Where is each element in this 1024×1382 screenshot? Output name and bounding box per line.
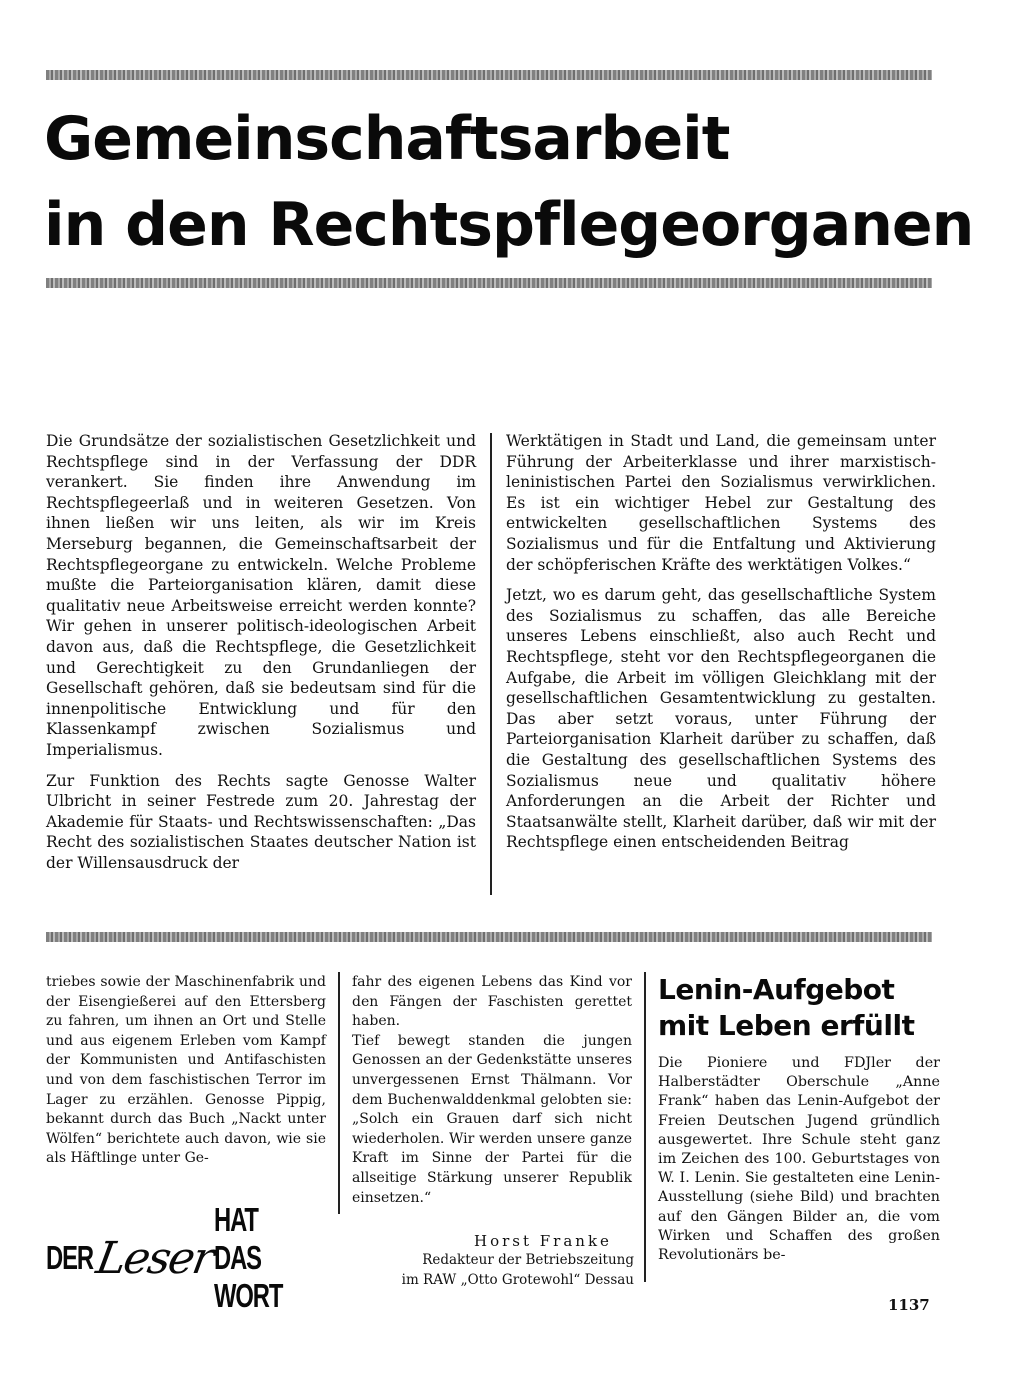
letter-column-1 bbox=[46, 973, 326, 1169]
sidebar-title-line: Lenin-Aufgebot bbox=[658, 973, 895, 1006]
letter-paragraph: fahr des eigenen Lebens das Kind vor den Fängen der Faschisten gerettet haben. bbox=[352, 974, 632, 1030]
column-divider bbox=[338, 972, 340, 1214]
headline bbox=[44, 96, 974, 268]
logo-script-word: Leser bbox=[92, 1232, 217, 1284]
sidebar-body bbox=[658, 1054, 940, 1265]
article-paragraph: Die Grundsätze der sozialistischen Gesetzlichkeit und Rechtspflege sind in der Verfassung der DDR verankert. Sie finden ihre Anwendung im Rechtspflegeerlaß und in weiteren Gesetzen. Von ihnen ließen wir uns leiten, als wir im Kreis Merseburg begannen, die Gemeinschaftsarbeit der Rechtspflegeorgane zu entwickeln. Welche Probleme mußte die Parteiorganisation klären, damit diese qualitativ neue Arbeitsweise erreicht werden konnte? Wir gehen in unserer politisch-ideologischen Arbeit davon aus, daß die Rechtspflege, die Gesetzlichkeit und Gerechtigkeit zu den Grundanliegen der Gesellschaft gehören, daß sie bedeutsam sind für die innenpolitische Entwicklung und für den Klassenkampf zwischen Sozialismus und Imperialismus. bbox=[46, 432, 476, 759]
article-paragraph: Werktätigen in Stadt und Land, die gemeinsam unter Führung der Arbeiterklasse und ihrer marxistisch-leninistischen Partei den Sozialismus verwirklichen. Es ist ein wichtiger Hebel zur Gestaltung des entwickelten gesellschaftlichen Systems des Sozialismus und für die Entfaltung und Aktivierung der schöpferischen Kräfte des werktätigen Volkes.“ bbox=[506, 432, 936, 574]
logo-word: DER bbox=[46, 1239, 93, 1276]
letter-column-2 bbox=[352, 973, 632, 1208]
headline-bottom-rule bbox=[46, 278, 932, 288]
top-rule bbox=[46, 70, 932, 80]
sidebar-title-line: mit Leben erfüllt bbox=[658, 1009, 915, 1042]
column-divider bbox=[490, 433, 492, 895]
column-divider bbox=[644, 972, 646, 1282]
reader-letter-logo bbox=[46, 1201, 326, 1314]
page-number: 1137 bbox=[888, 1296, 930, 1314]
sidebar-paragraph: Die Pioniere und FDJler der Halberstädter Oberschule „Anne Frank“ haben das Lenin-Aufgebot der Freien Deutschen Jugend gründlich ausgewertet. Ihre Schule steht ganz im Zeichen des 100. Geburtstages von W. I. Lenin. Sie gestalteten eine Lenin-Ausstellung (siehe Bild) und brachten auf den Gängen Bilder an, die vom Wirken und Schaffen des großen Revolutionärs be- bbox=[658, 1055, 940, 1264]
logo-word: HAT DAS WORT bbox=[214, 1201, 283, 1314]
sidebar-title bbox=[658, 972, 948, 1044]
article-column-2 bbox=[506, 431, 936, 853]
middle-rule bbox=[46, 932, 932, 942]
article-paragraph: Jetzt, wo es darum geht, das gesellschaftliche System des Sozialismus zu schaffen, das alle Bereiche unseres Lebens einschließt, also auch Recht und Rechtspflege, steht vor den Rechtspflegeorganen die Aufgabe, die Arbeit im völligen Gleichklang mit der gesellschaftlichen Gesamtentwicklung zu gestalten. Das aber setzt voraus, unter Führung der Parteiorganisation Klarheit darüber zu schaffen, daß die Gestaltung des gesellschaftlichen Systems des Sozialismus neue und qualitativ höhere Anforderungen an die Arbeit der Richter und Staatsanwälte stellt, Klarheit darüber, daß wir mit der Rechtspflege einen entscheidenden Beitrag bbox=[506, 586, 936, 852]
headline-line-2: in den Rechtspflegeorganen bbox=[44, 190, 974, 260]
letter-author: Horst Franke bbox=[474, 1232, 612, 1250]
letter-paragraph: triebes sowie der Maschinenfabrik und der Eisengießerei auf den Ettersberg zu fahren, um ihnen an Ort und Stelle und aus eigenem Erleben vom Kampf der Kommunisten und Antifaschisten und von dem faschistischen Terror im Lager zu erzählen. Genosse Pippig, bekannt durch das Buch „Nackt unter Wölfen“ berichtete auch davon, wie sie als Häftlinge unter Ge- bbox=[46, 974, 326, 1167]
article-paragraph: Zur Funktion des Rechts sagte Genosse Walter Ulbricht in seiner Festrede zum 20. Jahrestag der Akademie für Staats- und Rechtswissenschaften: „Das Recht des sozialistischen Staates deutscher Nation ist der Willensausdruck der bbox=[46, 771, 476, 872]
letter-paragraph: Tief bewegt standen die jungen Genossen an der Gedenkstätte unseres unvergessenen Ernst Thälmann. Vor dem Buchenwalddenkmal gelobten sie: „Solch ein Grauen darf sich nicht wiederholen. Wir werden unsere ganze Kraft im Sinne der Partei für die allseitige Stärkung unserer Republik einsetzen.“ bbox=[352, 1032, 632, 1206]
headline-line-1: Gemeinschaftsarbeit bbox=[44, 104, 730, 174]
letter-role-line: Redakteur der Betriebszeitung bbox=[422, 1252, 634, 1268]
letter-author-role bbox=[340, 1250, 634, 1290]
letter-role-line: im RAW „Otto Grotewohl“ Dessau bbox=[401, 1272, 634, 1288]
article-column-1 bbox=[46, 431, 476, 873]
